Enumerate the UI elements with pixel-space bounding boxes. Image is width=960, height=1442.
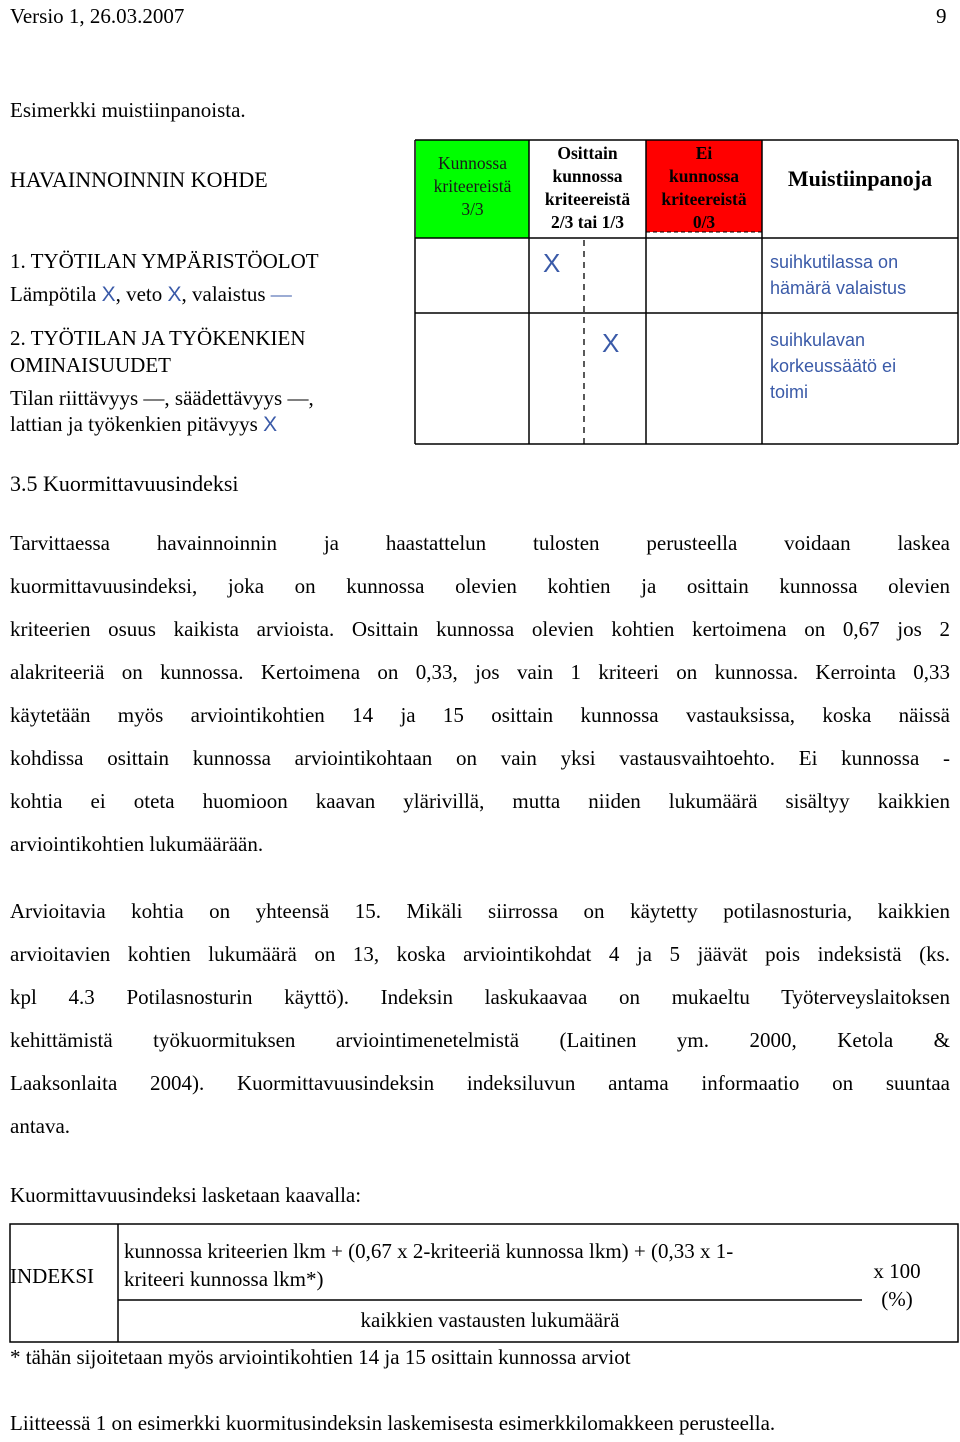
paragraph-line: kpl 4.3 Potilasnosturin käyttö). Indeksin laskukaavaa on mukaeltu Työterveyslaitoksen — [10, 985, 950, 1009]
paragraph-1 — [10, 522, 950, 866]
closing-text: Liitteessä 1 on esimerkki kuormitusindeksin laskemisesta esimerkkilomakkeen perusteella. — [10, 1411, 776, 1435]
paragraph-line: kohtia ei oteta huomioon kaavan ylärivillä, mutta niiden lukumäärä sisältyy kaikkien — [10, 789, 950, 813]
paragraph-line: Arvioitavia kohtia on yhteensä 15. Mikäli siirrossa on käytetty potilasnosturia, kaikkien — [10, 899, 950, 923]
header-col-osittain: Osittain kunnossa kriteereistä 2/3 tai 1/3 — [544, 143, 631, 232]
header-col-kunnossa: Kunnossa kriteereistä 3/3 — [433, 153, 512, 219]
row2-detail-line1: Tilan riittävyys —, säädettävyys —, — [10, 386, 314, 410]
formula-multiplier: x 100 (%) — [873, 1259, 921, 1311]
paragraph-line: Laaksonlaita 2004). Kuormittavuusindeksin indeksiluvun antama informaatio on suuntaa — [10, 1071, 950, 1095]
header-col-notes: Muistiinpanoja — [787, 166, 933, 191]
paragraph-line: arviointikohtien lukumäärään. — [10, 832, 264, 856]
paragraph-line: kuormittavuusindeksi, joka on kunnossa olevien kohtien ja osittain kunnossa olevien — [10, 574, 950, 598]
section-title: 3.5 Kuormittavuusindeksi — [10, 471, 239, 496]
intro-text: Esimerkki muistiinpanoista. — [10, 98, 246, 122]
version-header: Versio 1, 26.03.2007 — [10, 4, 185, 28]
paragraph-line: arvioitavien kohtien lukumäärä on 13, koska arviointikohdat 4 ja 5 jäävät pois indeksistä (ks. — [10, 942, 950, 966]
row2-notes: suihkulavan korkeussäätö ei toimi — [770, 330, 897, 402]
paragraph-line: kehittämistä työkuormituksen arviointimenetelmistä (Laitinen ym. 2000, Ketola & — [10, 1028, 950, 1052]
footnote: * tähän sijoitetaan myös arviointikohtien 14 ja 15 osittain kunnossa arviot — [10, 1345, 631, 1369]
paragraph-line: alakriteeriä on kunnossa. Kertoimena on 0,33, jos vain 1 kriteeri on kunnossa. Kerrointa 0,33 — [10, 660, 950, 684]
formula-numerator: kunnossa kriteerien lkm + (0,67 x 2-kriteeriä kunnossa lkm) + (0,33 x 1- kriteeri kunnossa lkm*) — [124, 1239, 734, 1291]
header-kohde: HAVAINNOINNIN KOHDE — [10, 167, 268, 192]
paragraph-line: käytetään myös arviointikohtien 14 ja 15 osittain kunnossa vastauksissa, koska näissä — [10, 703, 950, 727]
page-number: 9 — [936, 4, 947, 28]
row2-mark-x: X — [602, 328, 620, 358]
paragraph-2 — [10, 890, 950, 1148]
paragraph-line: antava. — [10, 1114, 71, 1138]
row1-notes: suihkutilassa on hämärä valaistus — [770, 252, 907, 298]
row1-title: 1. TYÖTILAN YMPÄRISTÖOLOT — [10, 249, 319, 273]
paragraph-line: kohdissa osittain kunnossa arviointikohtaan on vain yksi vastausvaihtoehto. Ei kunnossa - — [10, 746, 950, 770]
row2-detail-line2: lattian ja työkenkien pitävyys X — [10, 412, 278, 436]
formula-label: INDEKSI — [10, 1264, 94, 1288]
row1-mark-x: X — [543, 248, 561, 278]
paragraph-line: kriteerien osuus kaikista arvioista. Osittain kunnossa olevien kohtien kertoimena on 0,67 jos 2 — [10, 617, 950, 641]
row2-title-line1: 2. TYÖTILAN JA TYÖKENKIEN — [10, 326, 306, 350]
row2-title-line2: OMINAISUUDET — [10, 353, 171, 377]
formula-intro: Kuormittavuusindeksi lasketaan kaavalla: — [10, 1183, 362, 1207]
paragraph-line: Tarvittaessa havainnoinnin ja haastattelun tulosten perusteella voidaan laskea — [10, 531, 950, 555]
formula-denominator: kaikkien vastausten lukumäärä — [360, 1308, 620, 1332]
row1-detail: Lämpötila X, veto X, valaistus — — [10, 282, 292, 306]
header-col-ei-kunnossa: Ei kunnossa kriteereistä 0/3 — [661, 143, 747, 232]
